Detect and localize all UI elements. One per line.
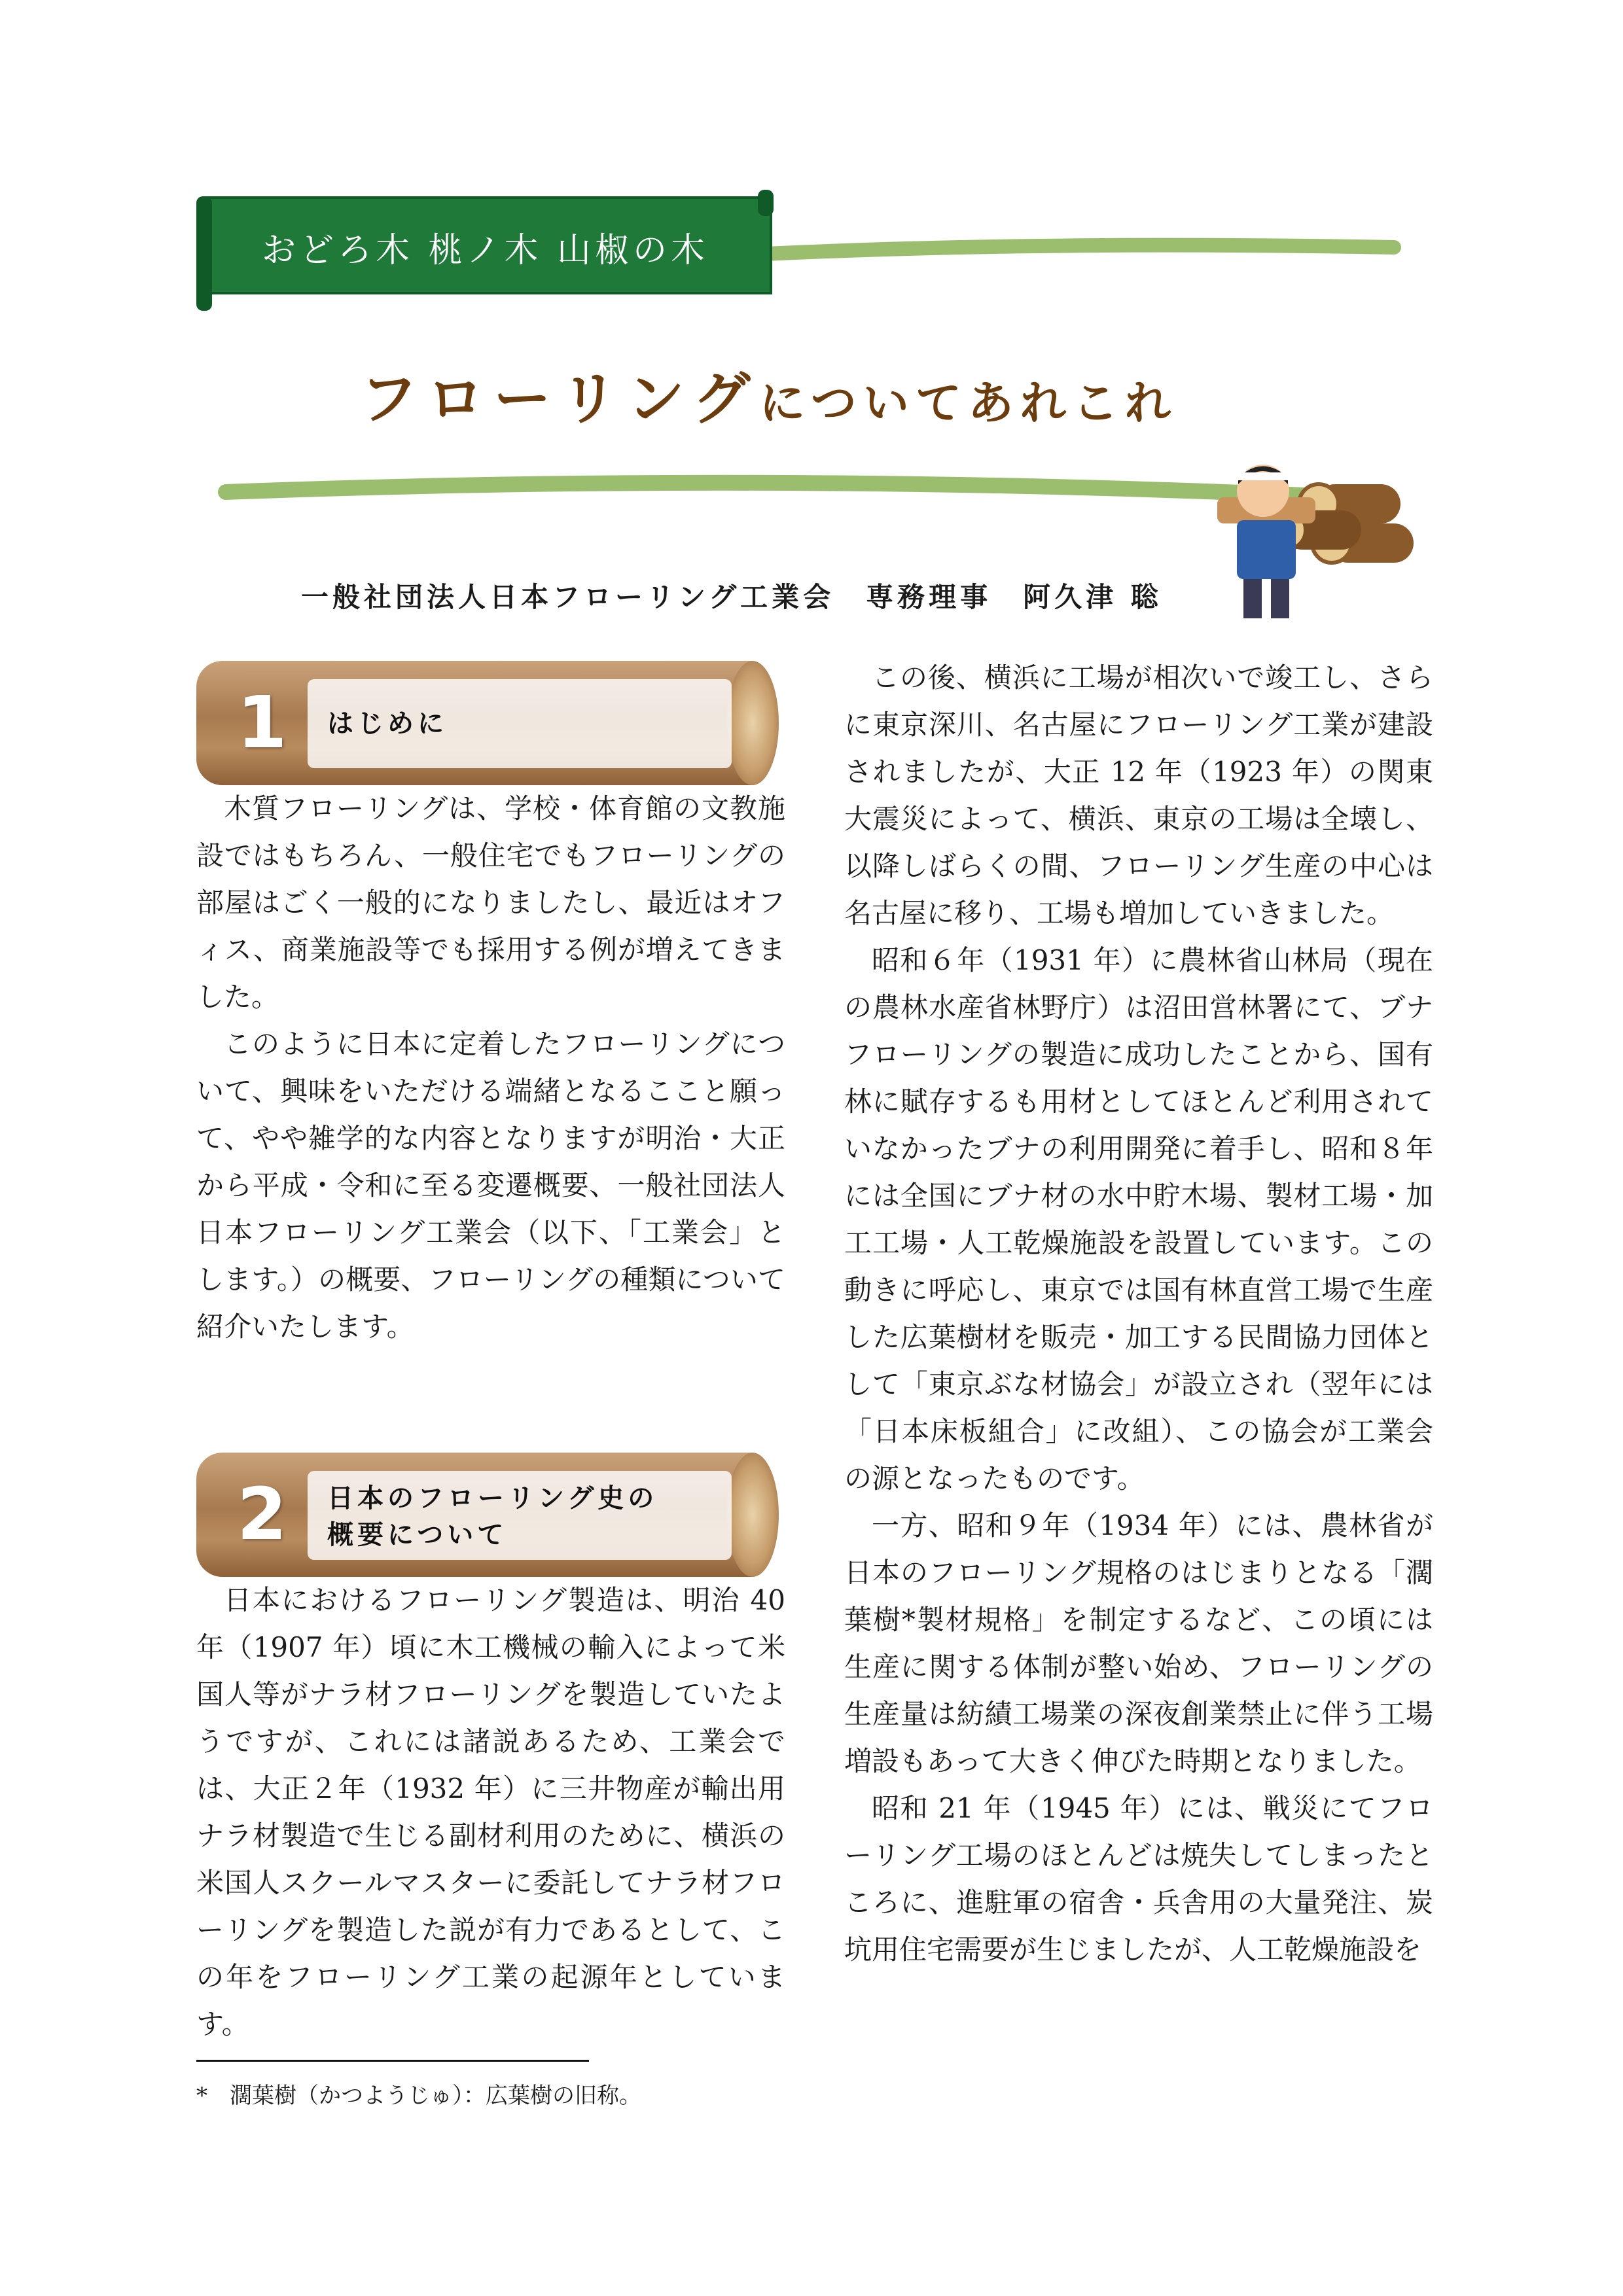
footnote: * 濶葉樹（かつようじゅ）：広葉樹の旧称。: [196, 2083, 641, 2109]
paragraph: 木質フローリングは、学校・体育館の文教施設ではもちろん、一般住宅でもフローリングの部屋はごく一般的になりましたし、最近はオフィス、商業施設等でも採用する例が増えてきました。: [196, 792, 785, 1013]
paragraph: 昭和 21 年（1945 年）には、戦災にてフローリング工場のほとんどは焼失してしまったところに、進駐軍の宿舎・兵舎用の大量発注、炭坑用住宅需要が生じましたが、人工乾燥施設を: [844, 1792, 1433, 1966]
section-label-line1: 日本のフローリング史の: [327, 1483, 658, 1513]
banner-curl-right: [758, 190, 774, 216]
middle-brush-line: [226, 483, 1348, 497]
right-column: [844, 654, 1433, 1973]
section-2-body: [196, 1577, 785, 2048]
title-main: フローリング: [360, 365, 760, 433]
log-end: [726, 661, 779, 785]
section-label-line2: 概要について: [327, 1520, 508, 1550]
title-sub: についてあれこれ: [759, 376, 1177, 430]
banner-text: おどろ木 桃ノ木 山椒の木: [262, 231, 709, 270]
paragraph: 一方、昭和９年（1934 年）には、農林省が日本のフローリング規格のはじまりとなる「濶葉樹*製材規格」を制定するなど、この頃には生産に関する体制が整い始め、フローリングの生産量は紡績工場業の深夜創業禁止に伴う工場増設もあって大きく伸びた時期となりました。: [844, 1510, 1433, 1777]
section-number: 2: [237, 1472, 287, 1556]
section-1-body: [196, 785, 785, 1351]
top-brush-line: [766, 245, 1394, 254]
paragraph: 昭和６年（1931 年）に農林省山林局（現在の農林水産省林野庁）は沼田営林署にて、ブナフローリングの製造に成功したことから、国有林に賦存するも用材としてほとんど利用されていなかったブナの利用開発に着手し、昭和８年には全国にブナ材の水中貯木場、製材工場・加工工場・人工乾燥施設を設置しています。この動きに呼応し、東京では国有林直営工場で生産した広葉樹材を販売・加工する民間協力団体として「東京ぶな材協会」が設立され（翌年には「日本床板組合」に改組）、この協会が工業会の源となったものです。: [844, 944, 1433, 1494]
footnote-rule: [196, 2060, 589, 2062]
paragraph: このように日本に定着したフローリングについて、興味をいただける端緒となるここと願って、やや雑学的な内容となりますが明治・大正から平成・令和に至る変遷概要、一般社団法人日本フローリング工業会（以下、「工業会」とします。）の概要、フローリングの種類について紹介いたします。: [196, 1028, 785, 1343]
section-label-panel: [308, 679, 732, 768]
page-title: [360, 353, 1177, 436]
section-label-panel: [308, 1471, 732, 1560]
banner-curl-left: [196, 196, 212, 311]
author-line: 一般社団法人日本フローリング工業会 専務理事 阿久津 聡: [301, 581, 1162, 613]
section-header-1: [196, 661, 779, 785]
section-number: 1: [237, 680, 287, 764]
paragraph: 日本におけるフローリング製造は、明治 40年（1907 年）頃に木工機械の輸入によって米国人等がナラ材フローリングを製造していたようですが、これには諸説あるため、工業会では、大正２年（1932 年）に三井物産が輸出用ナラ材製造で生じる副材利用のために、横浜の米国人スクールマスターに委託してナラ材フローリングを製造した説が有力であるとして、この年をフローリング工業の起源年としています。: [196, 1584, 785, 2040]
section-label: はじめに: [327, 709, 448, 739]
carpenter-illustration: [1204, 458, 1466, 622]
log-end: [726, 1453, 779, 1577]
header-banner: [196, 196, 772, 301]
paragraph: この後、横浜に工場が相次いで竣工し、さらに東京深川、名古屋にフローリング工業が建設されましたが、大正 12 年（1923 年）の関東大震災によって、横浜、東京の工場は全壊し、以降しばらくの間、フローリング生産の中心は名古屋に移り、工場も増加していきました。: [844, 662, 1433, 929]
section-header-2: [196, 1453, 779, 1577]
